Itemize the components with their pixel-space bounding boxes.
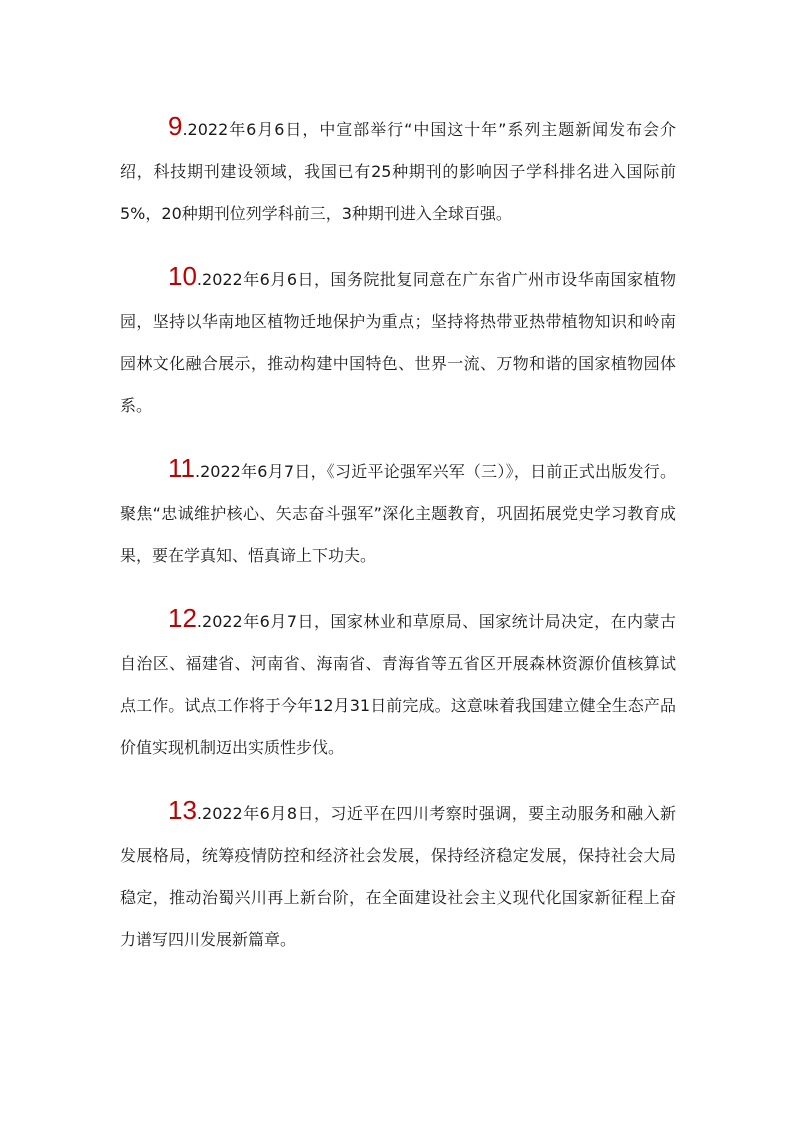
news-item-12 [120, 597, 676, 769]
item-text: .2022年6月6日，国务院批复同意在广东省广州市设华南国家植物园，坚持以华南地区植物迁地保护为重点；坚持将热带亚热带植物知识和岭南园林文化融合展示，推动构建中国特色、世界一流、万物和谐的国家植物园体系。 [120, 270, 676, 415]
item-number: 12 [168, 603, 197, 633]
news-item-11 [120, 447, 676, 577]
item-number: 11 [168, 453, 195, 483]
item-number: 13 [168, 795, 197, 825]
item-text: .2022年6月6日，中宣部举行“中国这十年”系列主题新闻发布会介绍，科技期刊建设领域，我国已有25种期刊的影响因子学科排名进入国际前5%，20种期刊位列学科前三，3种期刊进入全球百强。 [120, 120, 676, 223]
item-number: 10 [168, 261, 197, 291]
news-item-10 [120, 255, 676, 427]
news-item-13 [120, 789, 676, 961]
item-text: .2022年6月8日，习近平在四川考察时强调，要主动服务和融入新发展格局，统筹疫情防控和经济社会发展，保持经济稳定发展，保持社会大局稳定，推动治蜀兴川再上新台阶，在全面建设社会主义现代化国家新征程上奋力谱写四川发展新篇章。 [120, 804, 676, 949]
item-text: .2022年6月7日，国家林业和草原局、国家统计局决定，在内蒙古自治区、福建省、河南省、海南省、青海省等五省区开展森林资源价值核算试点工作。试点工作将于今年12月31日前完成。这意味着我国建立健全生态产品价值实现机制迈出实质性步伐。 [120, 612, 676, 757]
item-text: .2022年6月7日，《习近平论强军兴军（三）》，日前正式出版发行。聚焦“忠诚维护核心、矢志奋斗强军”深化主题教育，巩固拓展党史学习教育成果，要在学真知、悟真谛上下功夫。 [120, 462, 676, 565]
news-item-9 [120, 105, 676, 235]
news-list [120, 105, 676, 981]
item-number: 9 [168, 111, 183, 141]
